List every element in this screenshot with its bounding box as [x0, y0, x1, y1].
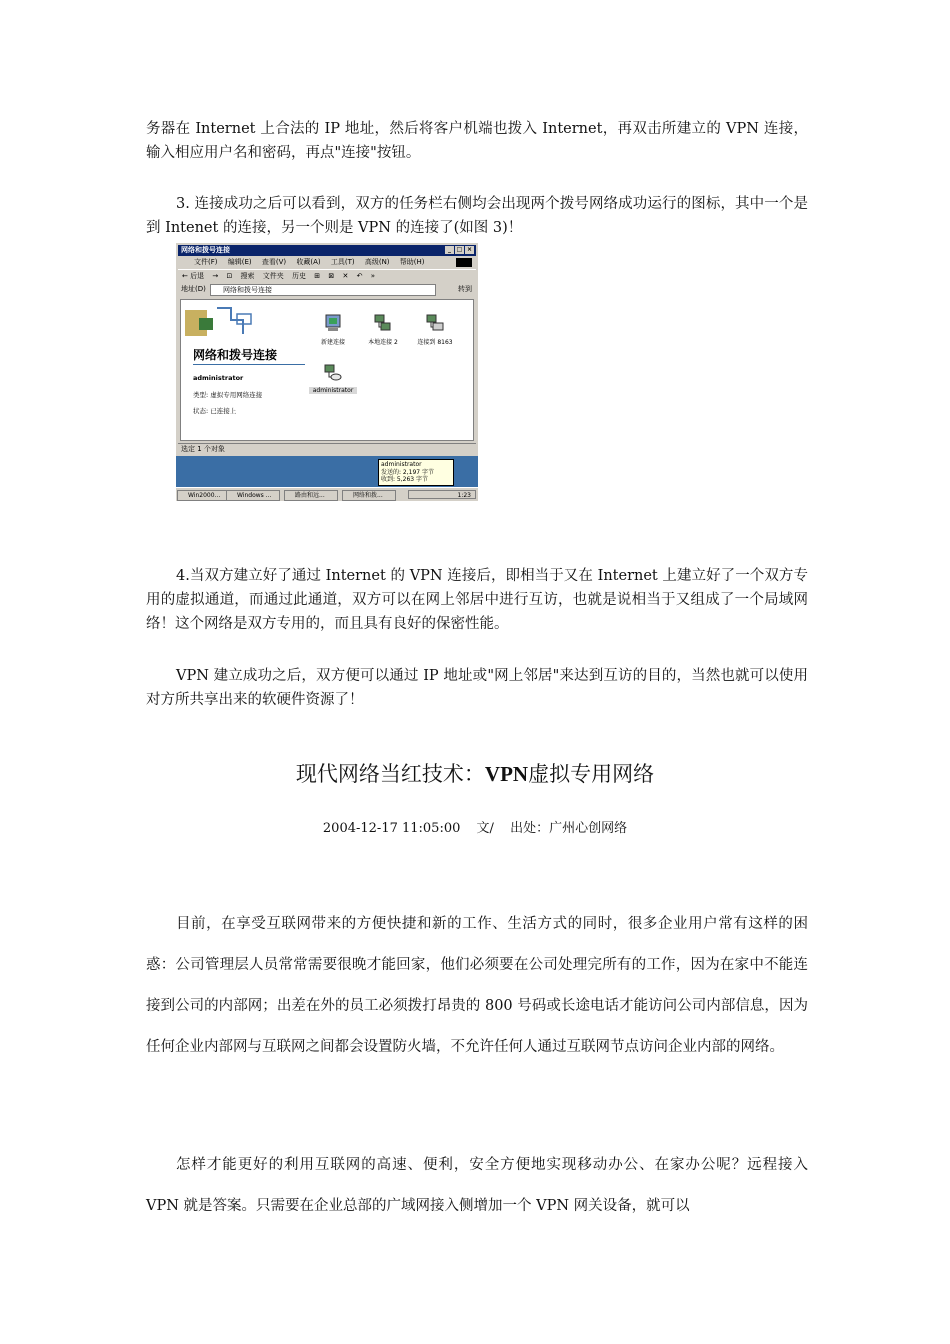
- new-connection-item[interactable]: [309, 314, 357, 346]
- menu-advanced[interactable]: 高级(N): [364, 258, 390, 266]
- taskbar-item-win2000[interactable]: Win2000...: [177, 490, 227, 501]
- paragraph-2: 3. 连接成功之后可以看到，双方的任务栏右侧均会出现两个拨号网络成功运行的图标，其中一个是到 Intenet 的连接，另一个则是 VPN 的连接了(如图 3)！: [146, 196, 808, 236]
- paragraph-5: 目前，在享受互联网带来的方便快捷和新的工作、生活方式的同时，很多企业用户常有这样的困惑：公司管理层人员常常需要很晚才能回家，他们必须要在公司处理完所有的工作，因为在家中不能连接到公司的内部网；出差在外的员工必须拨打昂贵的 800 号码或长途电话才能访问公司内部信息，因为任何企业内部网与互联网之间都会设置防火墙，不允许任何人通过互联网节点访问企业内部的网络。: [146, 916, 808, 1055]
- move-to-button[interactable]: ⊞: [314, 272, 321, 280]
- window-title: 网络和拨号连接: [181, 246, 230, 254]
- history-button[interactable]: 历史: [292, 272, 307, 280]
- address-bar: [178, 283, 476, 296]
- local-connection-label: 本地连接 2: [368, 339, 398, 346]
- back-button[interactable]: ← 后退: [182, 272, 205, 280]
- paragraph-4: VPN 建立成功之后，双方便可以通过 IP 地址或"网上邻居"来达到互访的目的，当然也就可以使用对方所共享出来的软硬件资源了！: [146, 668, 808, 708]
- toolbar: [178, 269, 476, 282]
- menu-edit[interactable]: 编辑(E): [227, 258, 252, 266]
- maximize-button[interactable]: □: [456, 246, 463, 253]
- paragraph-1: 务器在 Internet 上合法的 IP 地址，然后将客户机端也拨入 Internet，再双击所建立的 VPN 连接，输入相应用户名和密码，再点"连接"按钮。: [146, 121, 808, 161]
- search-button[interactable]: 搜索: [240, 272, 255, 280]
- forward-button[interactable]: →: [212, 272, 219, 280]
- menu-help[interactable]: 帮助(H): [399, 258, 425, 266]
- menu-favorites[interactable]: 收藏(A): [296, 258, 321, 266]
- new-connection-icon: [324, 314, 342, 332]
- paragraph-3: 4.当双方建立好了通过 Internet 的 VPN 连接后，即相当于又在 Internet 上建立好了一个双方专用的虚拟通道，而通过此通道，双方可以在网上邻居中进行互访，也就是说相当于又组成了一个局域网络！这个网络是双方专用的，而且具有良好的保密性能。: [146, 568, 808, 632]
- go-button[interactable]: 转到: [458, 285, 472, 293]
- vpn-connection-label: administrator: [309, 387, 357, 394]
- window-titlebar: [178, 245, 476, 256]
- more-button[interactable]: »: [370, 272, 375, 280]
- address-label: 地址(D): [181, 285, 206, 293]
- local-connection-icon: [374, 314, 392, 332]
- figure-3-screenshot: [176, 243, 478, 501]
- status-bar: 选定 1 个对象: [178, 443, 476, 455]
- dialup-connection-item[interactable]: [411, 314, 459, 346]
- title-suffix: 虚拟专用网络: [528, 762, 655, 786]
- menu-file[interactable]: 文件(F): [194, 258, 218, 266]
- dialup-connection-icon: [426, 314, 444, 332]
- title-prefix: 现代网络当红技术：: [295, 762, 485, 786]
- local-connection-item[interactable]: [359, 314, 407, 346]
- dialup-connection-label: 连接到 8163: [417, 339, 453, 346]
- menu-tools[interactable]: 工具(T): [330, 258, 355, 266]
- info-name: administrator: [193, 374, 244, 382]
- paragraph-6: 怎样才能更好的利用互联网的高速、便利，安全方便地实现移动办公、在家办公呢？远程接入 VPN 就是答案。只需要在企业总部的广域网接入侧增加一个 VPN 网关设备，就可以: [146, 1157, 808, 1214]
- new-connection-label: 新建连接: [320, 339, 345, 346]
- article-date: 2004-12-17 11:05:00: [322, 821, 461, 836]
- folder-heading: 网络和拨号连接: [193, 348, 278, 362]
- vpn-connection-icon: [324, 364, 342, 382]
- tooltip-sent: 发送的: 2,197 字节: [381, 468, 435, 476]
- copy-to-button[interactable]: ⊠: [328, 272, 335, 280]
- info-status: 状态: 已连接上: [193, 407, 237, 415]
- menu-view[interactable]: 查看(V): [261, 258, 287, 266]
- heading-divider: [193, 364, 305, 365]
- minimize-button[interactable]: _: [445, 246, 454, 254]
- address-input[interactable]: 网络和拨号连接: [210, 284, 436, 296]
- folders-button[interactable]: 文件夹: [262, 272, 284, 280]
- taskbar-clock: 1:23: [408, 490, 476, 499]
- connection-tooltip: [378, 459, 454, 486]
- tooltip-received: 收到: 5,263 字节: [381, 476, 429, 483]
- taskbar: [176, 487, 478, 501]
- info-type: 类型: 虚拟专用网络连接: [193, 391, 263, 399]
- tooltip-name: administrator: [381, 461, 422, 468]
- windows-logo-icon: [456, 258, 472, 267]
- up-button[interactable]: ⊡: [226, 272, 233, 280]
- folder-content: [180, 299, 474, 441]
- undo-button[interactable]: ↶: [356, 272, 363, 280]
- article-title: [0, 758, 950, 788]
- delete-button[interactable]: ✕: [342, 272, 349, 280]
- taskbar-item-network[interactable]: 网络和拨...: [342, 490, 396, 501]
- taskbar-item-windows[interactable]: Windows ...: [226, 490, 280, 501]
- vpn-connection-item[interactable]: [309, 364, 357, 394]
- article-source: 出处：广州心创网络: [510, 821, 628, 836]
- title-bold: VPN: [484, 762, 529, 786]
- article-author: 文/: [476, 821, 494, 836]
- network-folder-icon: [181, 300, 261, 340]
- close-button[interactable]: ×: [466, 246, 473, 253]
- taskbar-item-routing[interactable]: 路由和远...: [284, 490, 338, 501]
- article-byline: [0, 817, 950, 836]
- menu-bar: [178, 257, 476, 268]
